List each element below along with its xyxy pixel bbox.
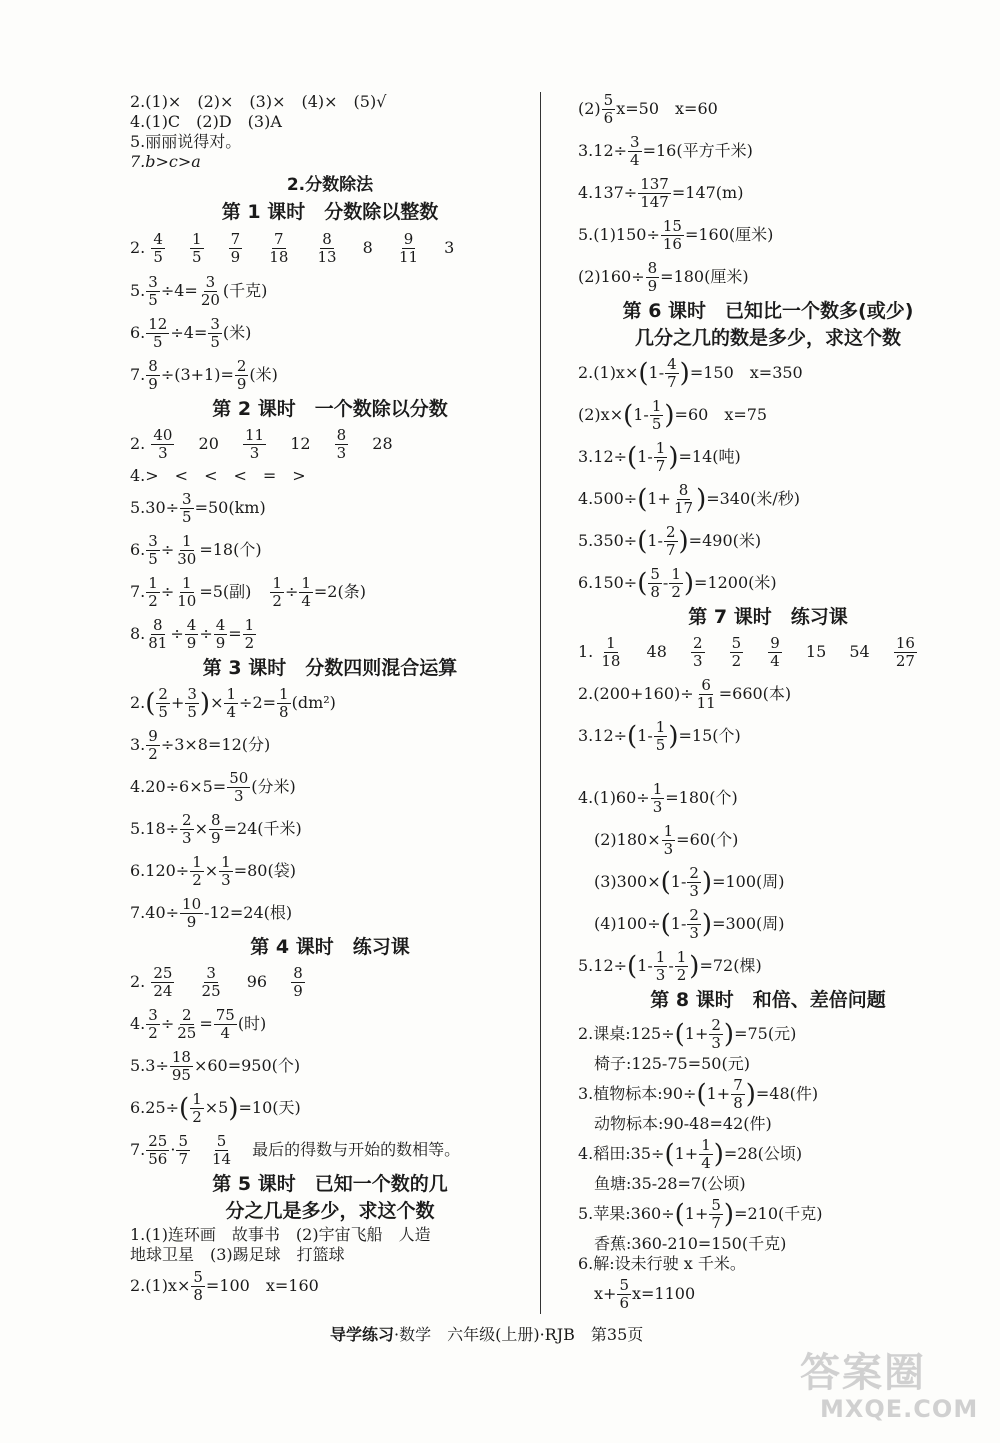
answer-line: 2.( $\frac{2}{5}$ + $\frac{3}{5}$ )× $\frac{1}{4}$ ÷2= $\frac{1}{8}$ (dm²) — [130, 685, 336, 721]
answer-line: 6. $\frac{3}{5}$ ÷ $\frac{1}{30}$ =18(个) — [130, 532, 262, 568]
left-column — [130, 92, 530, 1307]
answer-line: (4)100÷(1- $\frac{2}{3}$ )=300(周) — [594, 906, 785, 942]
answer-line: 8. $\frac{8}{81}$ ÷ $\frac{4}{9}$ ÷ $\frac{4}{9}$ = $\frac{1}{2}$ — [130, 616, 255, 652]
answer-line: 7. $\frac{25}{56}$ · $\frac{5}{7}$ $\frac{5}{14}$ 最后的得数与开始的数相等。 — [130, 1132, 461, 1168]
fraction: $\frac{7}{18}$ — [269, 230, 289, 266]
answer-line: 6.解:设未行驶 x 千米。 — [578, 1254, 746, 1273]
footer-brand: 导学练习 — [330, 1325, 395, 1344]
answer-line: 3.12÷(1- $\frac{1}{5}$ )=15(个) — [578, 718, 741, 754]
answer-line: 动物标本:90-48=42(件) — [594, 1114, 772, 1133]
answer-line: 6. $\frac{12}{5}$ ÷4= $\frac{3}{5}$ (米) — [130, 315, 252, 351]
answer-line: 5.苹果:360÷(1+ $\frac{5}{7}$ )=210(千克) — [578, 1196, 823, 1232]
answer-line: 6.25÷( $\frac{1}{2}$ ×5)=10(天) — [130, 1090, 301, 1126]
answer-line: 2. $\frac{40}{3}$ 20 $\frac{11}{3}$ 12 $\frac{8}{3}$ 28 — [130, 426, 393, 462]
watermark-logo: 答案圈 — [800, 1350, 926, 1396]
watermark — [800, 1350, 980, 1430]
answer-line: 2.(1)x×(1- $\frac{4}{7}$ )=150 x=350 — [578, 355, 803, 391]
fraction: $\frac{4}{5}$ — [153, 230, 163, 266]
answer-line: 7. $\frac{1}{2}$ ÷ $\frac{1}{10}$ =5(副) $\frac{1}{2}$ ÷ $\frac{1}{4}$ =2(条) — [130, 574, 366, 610]
answer-line: 鱼塘:35-28=7(公顷) — [594, 1174, 746, 1193]
answer-line: 3. $\frac{9}{2}$ ÷3×8=12(分) — [130, 727, 271, 763]
answer-line: 5.18÷ $\frac{2}{3}$ × $\frac{8}{9}$ =24(千米) — [130, 811, 302, 847]
lesson-heading: 第 7 课时 练习课 — [688, 606, 848, 628]
answer-line: 2.(200+160)÷ $\frac{6}{11}$ =660(本) — [578, 676, 792, 712]
answer-line: 1.(1)连环画 故事书 (2)宇宙飞船 人造 — [130, 1225, 431, 1244]
unit-heading: 2.分数除法 — [286, 175, 374, 195]
answer-line: 3.植物标本:90÷(1+ $\frac{7}{8}$ )=48(件) — [578, 1076, 819, 1112]
answer-line: (2)160÷ $\frac{8}{9}$ =180(厘米) — [578, 259, 749, 295]
lesson-heading: 几分之几的数是多少，求这个数 — [634, 327, 901, 349]
fraction: $\frac{9}{11}$ — [398, 230, 419, 266]
answer-line: 4.> < < < = > — [130, 466, 306, 485]
lesson-heading: 第 6 课时 已知比一个数多(或少) — [622, 300, 914, 322]
answer-line: 3.12÷ $\frac{3}{4}$ =16(平方千米) — [578, 133, 753, 169]
answer-line: 4.(1)60÷ $\frac{1}{3}$ =180(个) — [578, 780, 738, 816]
answer-line: 5.12÷(1- $\frac{1}{3}$ - $\frac{1}{2}$ )=72(棵) — [578, 948, 762, 984]
answer-line: 2.(1)× (2)× (3)× (4)× (5)√ — [130, 92, 387, 111]
lesson-heading: 第 2 课时 一个数除以分数 — [212, 398, 448, 420]
answer-line: 4.稻田:35÷(1+ $\frac{1}{4}$ )=28(公顷) — [578, 1136, 803, 1172]
answer-line: 5.丽丽说得对。 — [130, 132, 242, 151]
answer-line: 7.b>c>a — [130, 152, 201, 171]
fraction: $\frac{1}{5}$ — [192, 230, 202, 266]
answer-line: (2)180× $\frac{1}{3}$ =60(个) — [594, 822, 739, 858]
footer-text: ·数学 六年级(上册)·RJB 第35页 — [394, 1325, 644, 1344]
lesson-heading: 第 1 课时 分数除以整数 — [221, 201, 439, 223]
answer-line: 6.120÷ $\frac{1}{2}$ × $\frac{1}{3}$ =80(袋) — [130, 853, 296, 889]
answer-line: 4.500÷(1+ $\frac{8}{17}$ )=340(米/秒) — [578, 481, 801, 517]
answer-line: 4.20÷6×5= $\frac{50}{3}$ (分米) — [130, 769, 296, 805]
lesson-heading: 第 3 课时 分数四则混合运算 — [202, 657, 458, 679]
answer-line: 5.3÷ $\frac{18}{95}$ ×60=950(个) — [130, 1048, 301, 1084]
answer-line: (2) $\frac{5}{6}$ x=50 x=60 — [578, 91, 718, 127]
answer-line: 4. $\frac{3}{2}$ ÷ $\frac{2}{25}$ = $\frac{75}{4}$ (时) — [130, 1006, 267, 1042]
answer-line: 6.150÷( $\frac{5}{8}$ - $\frac{1}{2}$ )=1200(米) — [578, 565, 777, 601]
right-column — [578, 92, 958, 1314]
answer-line: 7.40÷ $\frac{10}{9}$ -12=24(根) — [130, 895, 293, 931]
answer-line: 2.(1)x× $\frac{5}{8}$ =100 x=160 — [130, 1268, 319, 1304]
answer-line: 2.课桌:125÷(1+ $\frac{2}{3}$ )=75(元) — [578, 1016, 797, 1052]
watermark-url: MXQE.COM — [820, 1395, 979, 1423]
answer-line: 4.(1)C (2)D (3)A — [130, 112, 282, 131]
answer-line: 5.30÷ $\frac{3}{5}$ =50(km) — [130, 490, 266, 526]
answer-line: x+ $\frac{5}{6}$ x=1100 — [594, 1276, 696, 1312]
lesson-heading: 分之几是多少，求这个数 — [225, 1200, 435, 1222]
answer-line: 2. $\frac{4}{5}$ $\frac{1}{5}$ $\frac{7}{9}$ $\frac{7}{18}$ $\frac{8}{13}$ 8 $\frac{9}{11}$ 3 — [130, 230, 455, 266]
lesson-heading: 第 8 课时 和倍、差倍问题 — [650, 989, 886, 1011]
fraction: $\frac{8}{13}$ — [317, 230, 337, 266]
page-footer — [330, 1322, 750, 1345]
fraction: $\frac{7}{9}$ — [230, 230, 241, 266]
answer-line: (3)300×(1- $\frac{2}{3}$ )=100(周) — [594, 864, 785, 900]
answer-line: 7. $\frac{8}{9}$ ÷(3+1)= $\frac{2}{9}$ (米) — [130, 357, 278, 393]
answer-line: 椅子:125-75=50(元) — [594, 1054, 750, 1073]
answer-line: 5.(1)150÷ $\frac{15}{16}$ =160(厘米) — [578, 217, 774, 253]
answer-line: 5. $\frac{3}{5}$ ÷4= $\frac{3}{20}$ (千克) — [130, 273, 268, 309]
answer-line: 5.350÷(1- $\frac{2}{7}$ )=490(米) — [578, 523, 762, 559]
lesson-heading: 第 5 课时 已知一个数的几 — [212, 1173, 448, 1195]
answer-line: 香蕉:360-210=150(千克) — [594, 1234, 787, 1253]
lesson-heading: 第 4 课时 练习课 — [250, 936, 410, 958]
answer-line: 地球卫星 (3)踢足球 打篮球 — [130, 1245, 345, 1264]
answer-line: 2. $\frac{25}{24}$ $\frac{3}{25}$ 96 $\frac{8}{9}$ — [130, 964, 303, 1000]
answer-line: 1. $\frac{1}{18}$ 48 $\frac{2}{3}$ $\frac{5}{2}$ $\frac{9}{4}$ 15 54 $\frac{16}{27}$ — [578, 634, 915, 670]
answer-line: 4.137÷ $\frac{137}{147}$ =147(m) — [578, 175, 744, 211]
column-divider — [540, 92, 541, 1314]
answer-line: 3.12÷(1- $\frac{1}{7}$ )=14(吨) — [578, 439, 741, 475]
answer-line: (2)x×(1- $\frac{1}{5}$ )=60 x=75 — [578, 397, 768, 433]
